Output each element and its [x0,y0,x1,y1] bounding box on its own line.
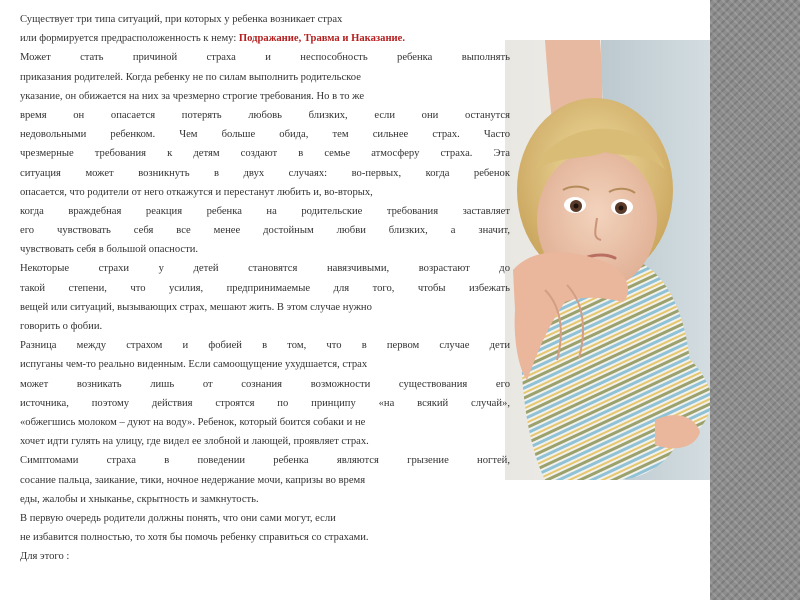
text-line-23: хочет идти гулять на улицу, где видел ее злобной и лающей, проявляет страх. [20,436,369,448]
text-line-27: В первую очередь родители должны понять, что они сами могут, если [20,512,336,524]
text-line-9: ситуация может возникнуть в двух случаях: во-первых, когда ребенок [20,167,510,179]
text-line-12: его чувствовать себя все менее достойным любви близких, а значит, [20,225,510,237]
text-line-26: еды, жалобы и хныканье, скрытность и замкнутость. [20,493,259,505]
text-line-4: приказания родителей. Когда ребенку не по силам выполнить родительское [20,71,361,83]
text-line-7: недовольными ребенком. Чем больше обида, тем сильнее страх. Часто [20,129,510,141]
text-line-10: опасается, что родители от него откажутся и перестанут любить и, во-вторых, [20,186,373,198]
text-line-22: «обжегшись молоком – дуют на воду». Ребенок, который боится собаки и не [20,416,366,428]
text-line-21: источника, поэтому действия строятся по принципу «на всякий случай», [20,397,510,409]
highlighted-causes: Подражание, Травма и Наказание. [238,33,406,45]
text-line-11: когда враждебная реакция ребенка на родительские требования заставляет [20,205,510,217]
text-line-14: Некоторые страхи у детей становятся навязчивыми, возрастают до [20,263,510,275]
text-line-17: говорить о фобии. [20,321,103,332]
text-line-15: такой степени, что усилия, предпринимаемые для того, чтобы избежать [20,282,510,294]
text-line-16: вещей или ситуаций, вызывающих страх, мешают жить. В этом случае нужно [20,301,372,313]
text-line-2 [20,29,510,48]
photo-illustration [505,40,729,480]
text-line-6: время он опасается потерять любовь близких, если они останутся [20,109,510,121]
text-line-25: сосание пальца, заикание, тики, ночное недержание мочи, капризы во время [20,474,366,486]
text-line-13: чувствовать себя в большой опасности. [20,244,199,256]
text-line-1: Существует три типа ситуаций, при которых у ребенка возникает страх [20,14,343,25]
text-line-18: Разница между страхом и фобией в том, что в первом случае дети [20,340,510,352]
text-line-24: Симптомами страха в поведении ребенка являются грызение ногтей, [20,455,510,467]
text-line-2-plain: или формируется предрасположенность к нему: [20,33,239,45]
text-line-20: может возникать лишь от сознания возможности существования его [20,378,510,390]
text-line-5: указание, он обижается на них за чрезмерно строгие требования. Но в то же [20,90,365,102]
text-line-3: Может стать причиной страха и неспособность ребенка выполнять [20,52,510,64]
child-hugging-parent-photo [505,40,729,480]
text-line-8: чрезмерные требования к детям создают в семье атмосферу страха. Эта [20,148,510,160]
body-text [20,10,510,566]
text-line-29: Для этого : [20,551,70,563]
text-line-19: испуганы чем-то реально виденным. Если самоощущение ухудшается, страх [20,359,368,371]
text-line-28: не избавится полностью, то хотя бы помочь ребенку справиться со страхами. [20,532,369,544]
decorative-texture-stripe [710,0,800,600]
